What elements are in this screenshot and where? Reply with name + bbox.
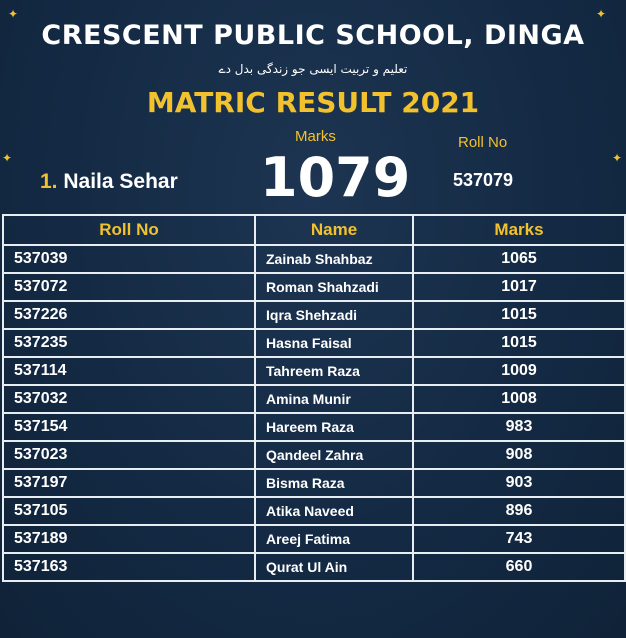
table-row [3,245,625,273]
sparkle-icon: ✦ [8,7,19,21]
name-cell: Areej Fatima [255,525,413,553]
roll-cell: 537197 [3,469,255,497]
roll-cell: 537189 [3,525,255,553]
table-row [3,329,625,357]
marks-cell: 1009 [413,357,625,385]
table-row [3,469,625,497]
name-cell: Hareem Raza [255,413,413,441]
topper-roll: 537079 [453,170,514,190]
name-cell: Roman Shahzadi [255,273,413,301]
marks-cell: 1015 [413,301,625,329]
column-header-roll: Roll No [3,215,255,245]
marks-cell: 1065 [413,245,625,273]
topper-entry [40,170,178,194]
motto: تعلیم و تربیت ایسی جو زندگی بدل دے [218,62,408,76]
column-header-name: Name [255,215,413,245]
marks-cell: 1017 [413,273,625,301]
name-cell: Iqra Shehzadi [255,301,413,329]
name-cell: Qandeel Zahra [255,441,413,469]
roll-cell: 537105 [3,497,255,525]
name-cell: Qurat Ul Ain [255,553,413,581]
topper-marks: 1079 [260,146,411,209]
roll-cell: 537163 [3,553,255,581]
result-title: MATRIC RESULT 2021 [146,86,480,119]
name-cell: Zainab Shahbaz [255,245,413,273]
topper-rank: 1. [40,170,58,193]
sparkle-icon: ✦ [2,151,13,165]
name-cell: Amina Munir [255,385,413,413]
marks-cell: 896 [413,497,625,525]
column-header-marks: Marks [413,215,625,245]
roll-cell: 537114 [3,357,255,385]
table-row [3,497,625,525]
table-row [3,413,625,441]
table-row [3,441,625,469]
table-row [3,553,625,581]
results-table [2,214,626,582]
school-name: CRESCENT PUBLIC SCHOOL, DINGA [41,20,585,51]
table-row [3,525,625,553]
table-row [3,273,625,301]
topper-name: Naila Sehar [63,170,178,193]
marks-cell: 903 [413,469,625,497]
roll-cell: 537226 [3,301,255,329]
marks-cell: 1015 [413,329,625,357]
roll-cell: 537023 [3,441,255,469]
marks-cell: 1008 [413,385,625,413]
table-header-row [3,215,625,245]
name-cell: Bisma Raza [255,469,413,497]
table-row [3,301,625,329]
roll-cell: 537039 [3,245,255,273]
marks-cell: 660 [413,553,625,581]
sparkle-icon: ✦ [612,151,623,165]
name-cell: Hasna Faisal [255,329,413,357]
topper-roll-label: Roll No [458,134,508,151]
roll-cell: 537032 [3,385,255,413]
name-cell: Atika Naveed [255,497,413,525]
marks-cell: 908 [413,441,625,469]
roll-cell: 537235 [3,329,255,357]
topper-marks-label: Marks [295,128,336,145]
sparkle-icon: ✦ [596,7,607,21]
table-row [3,357,625,385]
marks-cell: 983 [413,413,625,441]
roll-cell: 537072 [3,273,255,301]
marks-cell: 743 [413,525,625,553]
name-cell: Tahreem Raza [255,357,413,385]
roll-cell: 537154 [3,413,255,441]
table-row [3,385,625,413]
